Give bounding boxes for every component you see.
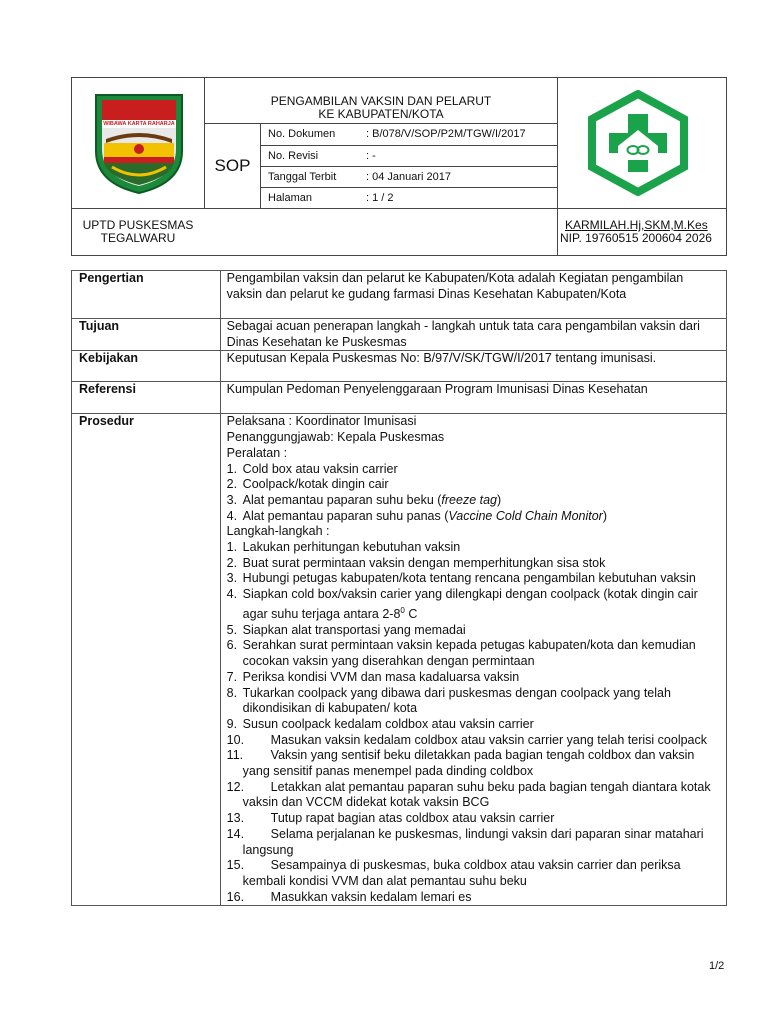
item-number: 6. — [226, 638, 238, 653]
penanggung-jawab: Penanggungjawab: Kepala Puskesmas — [226, 430, 445, 445]
item-text: Siapkan cold box/vaksin carier yang dilengkapi dengan coolpack (kotak dingin cair agar suhu terjaga antara 2-8 — [242, 587, 698, 621]
peralatan-label: Peralatan : — [226, 445, 288, 460]
item-text: Buat surat permintaan vaksin dengan memperhitungkan sisa stok — [242, 555, 606, 570]
item-number: 13. — [226, 811, 245, 826]
item-text: Siapkan alat transportasi yang memadai — [242, 622, 466, 637]
langkah-item — [227, 748, 722, 779]
item-number: 12. — [226, 779, 245, 794]
langkah-item — [227, 556, 722, 572]
item-number: 4. — [226, 508, 238, 523]
sop-content-table — [71, 270, 727, 906]
row-referensi — [72, 382, 727, 414]
item-text-em: Vaccine Cold Chain Monitor — [448, 508, 603, 523]
page-value: : 1 / 2 — [366, 192, 394, 204]
header-table — [71, 77, 727, 256]
label-prosedur: Prosedur — [72, 414, 221, 906]
item-number: 2. — [226, 477, 238, 492]
text-prosedur — [220, 414, 726, 906]
pelaksana: Pelaksana : Koordinator Imunisasi — [226, 414, 417, 429]
text-tujuan: Sebagai acuan penerapan langkah - langkah untuk tata cara pengambilan vaksin dari Dinas Kesehatan ke Puskesmas — [220, 319, 726, 351]
peralatan-item — [227, 509, 722, 525]
doc-number-value: : B/078/V/SOP/P2M/TGW/I/2017 — [366, 128, 526, 140]
peralatan-item — [227, 477, 722, 493]
peralatan-item — [227, 493, 722, 509]
langkah-item — [227, 811, 722, 827]
signer-nip: NIP. 19760515 200604 2026 — [560, 231, 712, 245]
item-number: 1. — [226, 461, 238, 476]
logo-motto: WIBAWA KARTA RAHARJA — [103, 121, 175, 127]
langkah-item — [227, 890, 722, 906]
item-number: 5. — [226, 622, 238, 637]
page-label: Halaman — [268, 192, 313, 204]
langkah-item — [227, 858, 722, 889]
langkah-item — [227, 717, 722, 733]
item-text: Cold box atau vaksin carrier — [242, 461, 398, 476]
unit-name-line1: UPTD PUSKESMAS — [82, 218, 194, 232]
item-number: 16. — [226, 889, 245, 904]
item-text: Tukarkan coolpack yang dibawa dari puskesmas dengan coolpack yang telah dikondisikan di kabupaten/ kota — [242, 685, 671, 716]
puskesmas-logo — [584, 90, 692, 196]
sop-label: SOP — [214, 156, 251, 175]
text-kebijakan: Keputusan Kepala Puskesmas No: B/97/V/SK/TGW/I/2017 tentang imunisasi. — [220, 351, 726, 382]
item-number: 3. — [226, 492, 238, 507]
item-text-post: C — [404, 607, 418, 621]
item-number: 8. — [226, 685, 238, 700]
langkah-label: Langkah-langkah : — [226, 524, 330, 539]
langkah-item — [227, 623, 722, 639]
row-kebijakan — [72, 351, 727, 382]
item-text: Serahkan surat permintaan vaksin kepada petugas kabupaten/kota dan kemudian cocokan vaksin yang diserahkan dengan permintaan — [242, 638, 696, 669]
item-text: Sesampainya di puskesmas, buka coldbox atau vaksin carrier dan periksa kembali kondisi VVM dan alat pemantau suhu beku — [242, 858, 681, 888]
regency-logo — [92, 91, 186, 195]
item-number: 9. — [226, 716, 238, 731]
item-number: 1. — [226, 540, 238, 555]
item-number: 11. — [226, 748, 244, 763]
item-number: 14. — [226, 826, 245, 841]
item-text: Masukkan vaksin kedalam lemari es — [270, 889, 472, 904]
item-text: Lakukan perhitungan kebutuhan vaksin — [242, 540, 461, 555]
peralatan-list — [227, 462, 722, 525]
langkah-item — [227, 587, 722, 623]
doc-number-label: No. Dokumen — [268, 128, 336, 140]
item-text-pre: Alat pemantau paparan suhu panas ( — [242, 508, 449, 523]
item-text: Susun coolpack kedalam coldbox atau vaksin carrier — [242, 716, 534, 731]
item-number: 2. — [226, 555, 238, 570]
item-number: 7. — [226, 669, 238, 684]
revision-value: : - — [366, 150, 376, 162]
item-text: Periksa kondisi VVM dan masa kadaluarsa vaksin — [242, 669, 520, 684]
langkah-item — [227, 638, 722, 669]
label-tujuan: Tujuan — [72, 319, 221, 351]
langkah-item — [227, 780, 722, 811]
label-referensi: Referensi — [72, 382, 221, 414]
langkah-list — [227, 540, 722, 905]
revision-label: No. Revisi — [268, 150, 319, 162]
issue-date-label: Tanggal Terbit — [268, 171, 337, 183]
row-prosedur — [72, 414, 727, 906]
item-text: Coolpack/kotak dingin cair — [242, 477, 389, 492]
item-text-post: ) — [497, 492, 502, 507]
row-pengertian — [72, 271, 727, 319]
langkah-item — [227, 540, 722, 556]
item-text: Selama perjalanan ke puskesmas, lindungi vaksin dari paparan sinar matahari langsung — [242, 826, 704, 857]
item-text-post: ) — [602, 508, 608, 523]
langkah-item — [227, 733, 722, 749]
signer-name: KARMILAH.Hj,SKM,M.Kes — [565, 218, 708, 232]
peralatan-item — [227, 462, 722, 478]
label-pengertian: Pengertian — [72, 271, 221, 319]
item-text: Vaksin yang sentisif beku diletakkan pada bagian tengah coldbox dan vaksin yang sensitif panas menempel pada dinding coldbox — [242, 748, 695, 779]
superscript: 0 — [400, 605, 405, 615]
document-title-line1: PENGAMBILAN VAKSIN DAN PELARUT — [270, 94, 492, 108]
item-number: 3. — [226, 571, 238, 586]
langkah-item — [227, 827, 722, 858]
item-text: Hubungi petugas kabupaten/kota tentang rencana pengambilan kebutuhan vaksin — [242, 571, 696, 586]
item-text-em: freeze tag — [441, 492, 498, 507]
item-text: Masukan vaksin kedalam coldbox atau vaksin carrier yang telah terisi coolpack — [270, 732, 707, 747]
item-text: Tutup rapat bagian atas coldbox atau vaksin carrier — [270, 811, 555, 826]
text-pengertian: Pengambilan vaksin dan pelarut ke Kabupaten/Kota adalah Kegiatan pengambilan vaksin dan pelarut ke gudang farmasi Dinas Kesehatan Kabupaten/Kota — [220, 271, 726, 319]
item-text-pre: Alat pemantau paparan suhu beku ( — [242, 492, 442, 507]
langkah-item — [227, 670, 722, 686]
item-text: Letakkan alat pemantau paparan suhu beku pada bagian tengah diantara kotak vaksin dan VCCM didekat kotak vaksin BCG — [242, 779, 711, 810]
text-referensi: Kumpulan Pedoman Penyelenggaraan Program Imunisasi Dinas Kesehatan — [220, 382, 726, 414]
langkah-item — [227, 571, 722, 587]
langkah-item — [227, 686, 722, 717]
document-title-line2: KE KABUPATEN/KOTA — [318, 107, 444, 121]
item-number: 10. — [226, 732, 245, 747]
unit-name-line2: TEGALWARU — [100, 231, 176, 245]
row-tujuan — [72, 319, 727, 351]
item-number: 4. — [226, 587, 238, 602]
page-number: 1/2 — [709, 960, 725, 972]
item-number: 15. — [226, 858, 245, 873]
issue-date-value: : 04 Januari 2017 — [366, 171, 452, 183]
label-kebijakan: Kebijakan — [72, 351, 221, 382]
